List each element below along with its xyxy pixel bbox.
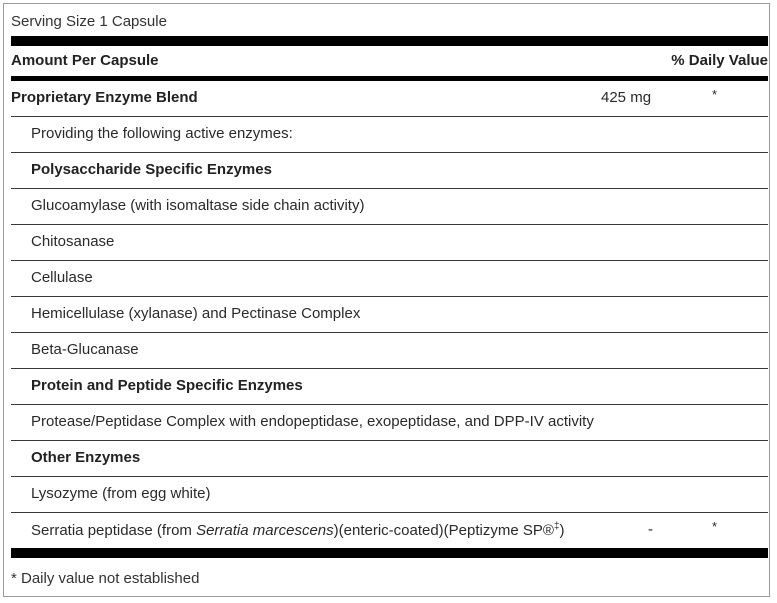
list-item <box>11 333 768 369</box>
row-label: Glucoamylase (with isomaltase side chain activity) <box>31 197 365 214</box>
divider-thick-bottom <box>11 548 768 558</box>
divider-thick-top <box>11 36 768 46</box>
row-label: Polysaccharide Specific Enzymes <box>31 161 272 178</box>
blend-name: Proprietary Enzyme Blend <box>11 89 198 106</box>
serratia-amount: - <box>648 521 653 538</box>
serratia-row <box>11 513 768 549</box>
supplement-facts-panel <box>3 3 770 597</box>
list-item <box>11 297 768 333</box>
list-item <box>11 405 768 441</box>
row-label: Protein and Peptide Specific Enzymes <box>31 377 303 394</box>
serratia-species: Serratia marcescens <box>196 522 334 539</box>
list-item <box>11 189 768 225</box>
row-label: Beta-Glucanase <box>31 341 139 358</box>
blend-amount: 425 mg <box>601 89 652 106</box>
row-label: Hemicellulase (xylanase) and Pectinase Complex <box>31 305 361 322</box>
footnote: * Daily value not established <box>11 570 200 587</box>
serratia-suffix: )(enteric-coated)(Peptizyme SP® <box>333 522 554 539</box>
amount-per-capsule-heading: Amount Per Capsule <box>11 52 159 69</box>
list-item <box>11 477 768 513</box>
row-label: Other Enzymes <box>31 449 141 466</box>
section-heading-row <box>11 369 768 405</box>
list-item <box>11 225 768 261</box>
row-label: Lysozyme (from egg white) <box>31 485 211 502</box>
row-label: Cellulase <box>31 269 93 286</box>
row-label: Chitosanase <box>31 233 115 250</box>
blend-row <box>11 81 768 117</box>
section-heading-row <box>11 441 768 477</box>
blend-daily-value: * <box>712 87 718 102</box>
daily-value-heading: % Daily Value <box>671 52 768 69</box>
section-heading-row <box>11 153 768 189</box>
serratia-close: ) <box>559 522 565 539</box>
serving-size: Serving Size 1 Capsule <box>11 13 167 30</box>
row-label: Providing the following active enzymes: <box>31 125 293 142</box>
serratia-prefix: Serratia peptidase (from <box>31 522 197 539</box>
row-label: Protease/Peptidase Complex with endopeptidase, exopeptidase, and DPP-IV activity <box>31 413 594 430</box>
serratia-label <box>31 521 565 539</box>
double-dagger-mark: ‡ <box>553 521 560 532</box>
serratia-daily-value: * <box>712 519 718 534</box>
list-item <box>11 261 768 297</box>
list-item <box>11 117 768 153</box>
